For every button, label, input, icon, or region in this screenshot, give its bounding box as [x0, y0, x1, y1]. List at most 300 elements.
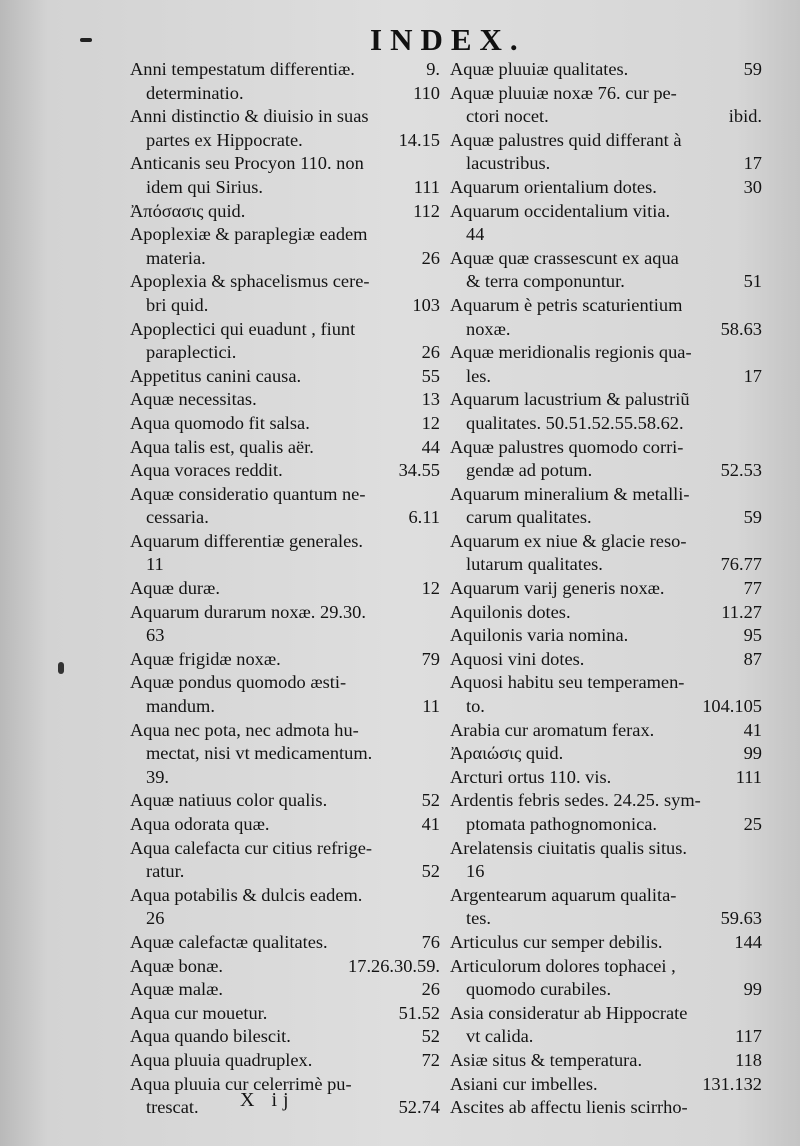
- index-line: [450, 955, 762, 979]
- index-line: [450, 506, 762, 530]
- index-entry: [450, 671, 762, 718]
- page-reference: [754, 129, 762, 153]
- entry-text: Aquarum ex niue & glacie reso-: [450, 530, 687, 551]
- entry-text: Aqua pluuia quadruplex.: [130, 1049, 313, 1070]
- page-reference: [754, 1096, 762, 1120]
- index-line: [450, 294, 762, 318]
- entry-text: cessaria.: [146, 507, 209, 528]
- entry-text: lutarum qualitates.: [466, 554, 603, 575]
- index-line: [130, 318, 440, 342]
- page-reference: 111: [413, 176, 440, 197]
- entry-text: Aquæ duræ.: [130, 578, 220, 599]
- entry-text: Arcturi ortus 110. vis.: [450, 766, 612, 787]
- index-entry: [450, 742, 762, 766]
- entry-text: Anni tempestatum differentiæ.: [130, 59, 355, 79]
- page-reference: 52: [421, 790, 440, 811]
- entry-text: Aquæ calefactæ qualitates.: [130, 931, 328, 952]
- page-reference: [754, 884, 762, 908]
- page-reference: 59.63: [720, 908, 762, 929]
- index-entry: [130, 365, 440, 389]
- entry-text: partes ex Hippocrate.: [146, 129, 303, 150]
- page-title: INDEX.: [370, 22, 526, 57]
- index-entry: [130, 813, 440, 837]
- entry-text: determinatio.: [146, 82, 244, 103]
- page-reference: 14.15: [398, 129, 440, 150]
- index-entry: [450, 483, 762, 530]
- entry-text: Aqua nec pota, nec admota hu-: [130, 719, 359, 740]
- page-reference: 87: [743, 648, 762, 669]
- entry-text: Aquæ palustres quid differant à: [450, 129, 682, 150]
- index-line: [130, 388, 440, 412]
- index-entry: [450, 837, 762, 884]
- index-line: [450, 436, 762, 460]
- index-line: [450, 577, 762, 601]
- index-column-left: [130, 58, 440, 1120]
- page-reference: 30: [743, 176, 762, 197]
- index-entry: [450, 1096, 762, 1120]
- entry-text: Aquarum orientalium dotes.: [450, 176, 657, 197]
- entry-text: 63: [146, 625, 165, 646]
- index-line: [130, 742, 440, 766]
- entry-text: Aquilonis varia nomina.: [450, 625, 629, 646]
- index-entry: [130, 318, 440, 365]
- entry-text: Ἀπόσασις quid.: [130, 200, 246, 221]
- entry-text: idem qui Sirius.: [146, 176, 263, 197]
- index-line: [450, 530, 762, 554]
- index-line: [130, 176, 440, 200]
- entry-text: Aqua potabilis & dulcis eadem.: [130, 884, 363, 905]
- index-line: [450, 105, 762, 129]
- ink-mark: [80, 38, 92, 42]
- index-line: [450, 200, 762, 224]
- entry-text: Aqua talis est, qualis aër.: [130, 436, 314, 457]
- index-line: [130, 601, 440, 625]
- index-entry: [130, 789, 440, 813]
- entry-text: Argentearum aquarum qualita-: [450, 884, 677, 905]
- entry-text: Anticanis seu Procyon 110. non: [130, 153, 364, 174]
- index-entry: [450, 58, 762, 82]
- entry-text: Aquæ palustres quomodo corri-: [450, 436, 684, 457]
- page-reference: [432, 719, 440, 743]
- index-entry: [130, 483, 440, 530]
- entry-text: Ἀραιώσις quid.: [450, 743, 564, 764]
- index-line: [130, 813, 440, 837]
- page-reference: 103: [412, 294, 440, 315]
- index-line: [450, 341, 762, 365]
- page-reference: 59: [743, 507, 762, 528]
- page-reference: 99: [743, 743, 762, 764]
- page-reference: [754, 789, 762, 813]
- index-line: [450, 82, 762, 106]
- page-reference: 52: [421, 1026, 440, 1047]
- index-line: [130, 58, 440, 82]
- index-line: [450, 884, 762, 908]
- page-reference: [754, 82, 762, 106]
- entry-text: Aqua voraces reddit.: [130, 460, 283, 481]
- page-reference: 11.27: [721, 601, 762, 622]
- entry-text: Anni distinctio & diuisio in suas: [130, 106, 369, 127]
- index-line: [450, 459, 762, 483]
- index-line: [450, 766, 762, 790]
- entry-text: Articulus cur semper debilis.: [450, 931, 663, 952]
- index-entry: [130, 530, 440, 577]
- index-line: [130, 506, 440, 530]
- entry-text: Appetitus canini causa.: [130, 365, 302, 386]
- page-reference: [754, 200, 762, 224]
- page-reference: 41: [421, 814, 440, 834]
- index-line: [130, 341, 440, 365]
- index-line: [130, 436, 440, 460]
- page-reference: [754, 483, 762, 507]
- index-line: [130, 152, 440, 176]
- index-line: [130, 82, 440, 106]
- page-reference: 51.52: [398, 1002, 440, 1023]
- page-reference: 118: [735, 1049, 762, 1070]
- page-reference: [432, 223, 440, 247]
- index-entry: [450, 1002, 762, 1049]
- entry-text: to.: [466, 696, 485, 717]
- page-reference: [432, 907, 440, 931]
- entry-text: Ascites ab affectu lienis scirrho-: [450, 1097, 688, 1118]
- entry-text: Arelatensis ciuitatis qualis situs.: [450, 837, 688, 858]
- signature-mark: X ij: [240, 1089, 295, 1111]
- entry-text: & terra componuntur.: [466, 271, 625, 292]
- entry-text: 11: [146, 554, 164, 575]
- index-line: [450, 1049, 762, 1073]
- entry-text: carum qualitates.: [466, 507, 592, 528]
- page-reference: 25: [743, 814, 762, 834]
- entry-text: Aquæ pondus quomodo æsti-: [130, 672, 347, 693]
- index-entry: [130, 200, 440, 224]
- index-line: [130, 766, 440, 790]
- entry-text: Aquosi vini dotes.: [450, 648, 585, 669]
- index-line: [450, 270, 762, 294]
- page-reference: [754, 436, 762, 460]
- page-reference: [754, 388, 762, 412]
- page-reference: 72: [421, 1049, 440, 1070]
- page-reference: 77: [743, 578, 762, 599]
- page-reference: 76: [421, 931, 440, 952]
- index-entry: [130, 978, 440, 1002]
- entry-text: Asiani cur imbelles.: [450, 1073, 598, 1094]
- index-line: [130, 884, 440, 908]
- entry-text: Aquæ bonæ.: [130, 955, 223, 976]
- index-line: [130, 719, 440, 743]
- index-line: [130, 955, 440, 979]
- index-line: [450, 58, 762, 82]
- page-reference: 17.26.30.59.: [348, 955, 440, 976]
- entry-text: Asiæ situs & temperatura.: [450, 1049, 643, 1070]
- index-entry: [450, 436, 762, 483]
- page-reference: [754, 247, 762, 271]
- index-column-right: [450, 58, 762, 1120]
- index-entry: [450, 129, 762, 176]
- index-line: [450, 860, 762, 884]
- page-reference: 52.53: [720, 460, 762, 481]
- index-line: [450, 176, 762, 200]
- index-entry: [450, 200, 762, 247]
- page-reference: [432, 1073, 440, 1097]
- entry-text: Aquarum mineralium & metalli-: [450, 483, 690, 504]
- index-line: [130, 459, 440, 483]
- index-line: [130, 624, 440, 648]
- entry-text: noxæ.: [466, 318, 511, 339]
- entry-text: Aqua quando bilescit.: [130, 1026, 291, 1047]
- entry-text: qualitates. 50.51.52.55.58.62.: [466, 412, 684, 433]
- index-line: [450, 247, 762, 271]
- page-reference: 26: [421, 342, 440, 363]
- index-entry: [450, 789, 762, 836]
- page-reference: 104.105: [702, 696, 762, 717]
- page-reference: [432, 742, 440, 766]
- index-line: [450, 648, 762, 672]
- page-reference: [432, 601, 440, 625]
- index-line: [130, 105, 440, 129]
- index-entry: [130, 270, 440, 317]
- page-reference: 9.: [426, 59, 440, 79]
- index-entry: [450, 294, 762, 341]
- page-reference: 59: [743, 59, 762, 79]
- index-line: [130, 1002, 440, 1026]
- page-reference: 144: [734, 931, 762, 952]
- entry-text: Aquosi habitu seu temperamen-: [450, 672, 685, 693]
- page-reference: 117: [735, 1026, 762, 1047]
- index-entry: [450, 648, 762, 672]
- index-entry: [130, 436, 440, 460]
- index-entry: [450, 719, 762, 743]
- entry-text: materia.: [146, 247, 206, 268]
- entry-text: Asia consideratur ab Hippocrate: [450, 1002, 688, 1023]
- page-reference: 99: [743, 979, 762, 1000]
- page-reference: 12: [421, 412, 440, 433]
- entry-text: Apoplexia & sphacelismus cere-: [130, 271, 370, 292]
- index-line: [450, 601, 762, 625]
- index-entry: [450, 1073, 762, 1097]
- index-line: [450, 152, 762, 176]
- index-entry: [130, 648, 440, 672]
- index-line: [130, 223, 440, 247]
- page-reference: [754, 223, 762, 247]
- page-reference: 55: [421, 365, 440, 386]
- index-entry: [130, 412, 440, 436]
- entry-text: ratur.: [146, 861, 185, 882]
- page-reference: 52: [421, 861, 440, 882]
- index-line: [130, 270, 440, 294]
- index-entry: [450, 388, 762, 435]
- page-reference: 112: [413, 200, 440, 221]
- entry-text: vt calida.: [466, 1026, 534, 1047]
- index-line: [450, 223, 762, 247]
- page-reference: 44: [421, 436, 440, 457]
- index-line: [130, 648, 440, 672]
- entry-text: gendæ ad potum.: [466, 460, 593, 481]
- index-line: [450, 837, 762, 861]
- index-entry: [450, 247, 762, 294]
- entry-text: Aquæ necessitas.: [130, 389, 257, 410]
- index-line: [130, 483, 440, 507]
- index-line: [130, 1025, 440, 1049]
- index-line: [450, 388, 762, 412]
- index-line: [130, 695, 440, 719]
- entry-text: bri quid.: [146, 294, 209, 315]
- page-reference: ibid.: [728, 106, 762, 127]
- index-line: [130, 129, 440, 153]
- index-entry: [130, 884, 440, 931]
- page-reference: [432, 671, 440, 695]
- entry-text: Aquarum è petris scaturientium: [450, 294, 683, 315]
- page-reference: [754, 412, 762, 436]
- index-entry: [450, 577, 762, 601]
- entry-text: Aquæ consideratio quantum ne-: [130, 483, 366, 504]
- index-line: [450, 1025, 762, 1049]
- entry-text: ptomata pathognomonica.: [466, 814, 658, 834]
- index-line: [450, 365, 762, 389]
- entry-text: Aquæ meridionalis regionis qua-: [450, 342, 692, 363]
- page-reference: 111: [735, 766, 762, 787]
- index-line: [130, 200, 440, 224]
- index-entry: [450, 766, 762, 790]
- entry-text: Aquæ malæ.: [130, 979, 223, 1000]
- index-entry: [450, 1049, 762, 1073]
- index-line: [450, 813, 762, 837]
- entry-text: Aqua pluuia cur celerrimè pu-: [130, 1073, 352, 1094]
- index-entry: [130, 152, 440, 199]
- index-line: [130, 978, 440, 1002]
- page-reference: [432, 553, 440, 577]
- index-line: [130, 907, 440, 931]
- index-line: [450, 1002, 762, 1026]
- page-reference: [432, 105, 440, 129]
- page-reference: 12: [421, 578, 440, 599]
- entry-text: Aquarum differentiæ generales.: [130, 530, 364, 551]
- index-line: [450, 1096, 762, 1120]
- index-entry: [130, 105, 440, 152]
- page-reference: [432, 318, 440, 342]
- index-line: [450, 483, 762, 507]
- entry-text: Articulorum dolores tophacei ,: [450, 955, 676, 976]
- entry-text: Ardentis febris sedes. 24.25. sym-: [450, 790, 701, 811]
- index-entry: [450, 530, 762, 577]
- page-reference: [432, 483, 440, 507]
- page-reference: 34.55: [398, 460, 440, 481]
- page-reference: 26: [421, 979, 440, 1000]
- page-reference: 13: [421, 389, 440, 410]
- entry-text: 44: [466, 224, 485, 245]
- index-entry: [450, 624, 762, 648]
- entry-text: Aquæ pluuiæ qualitates.: [450, 59, 629, 79]
- page-reference: [432, 270, 440, 294]
- index-line: [450, 412, 762, 436]
- entry-text: Apoplectici qui euadunt , fiunt: [130, 318, 356, 339]
- index-line: [130, 553, 440, 577]
- entry-text: Apoplexiæ & paraplegiæ eadem: [130, 224, 368, 245]
- entry-text: ctori nocet.: [466, 106, 549, 127]
- page-reference: [432, 766, 440, 790]
- page-reference: 41: [743, 719, 762, 740]
- ink-spot: [58, 662, 64, 674]
- entry-text: quomodo curabiles.: [466, 979, 612, 1000]
- index-line: [130, 412, 440, 436]
- page-reference: 110: [413, 82, 440, 103]
- index-line: [130, 789, 440, 813]
- index-entry: [130, 577, 440, 601]
- index-entry: [130, 719, 440, 790]
- index-entry: [130, 459, 440, 483]
- index-line: [130, 577, 440, 601]
- page-reference: [754, 860, 762, 884]
- index-line: [450, 719, 762, 743]
- index-line: [450, 1073, 762, 1097]
- entry-text: Aquarum occidentalium vitia.: [450, 200, 671, 221]
- entry-text: Aquæ quæ crassescunt ex aqua: [450, 247, 679, 268]
- page-reference: 6.11: [408, 507, 440, 528]
- index-entry: [450, 82, 762, 129]
- index-entry: [130, 931, 440, 955]
- page-reference: 58.63: [720, 318, 762, 339]
- entry-text: mectat, nisi vt medicamentum.: [146, 743, 373, 764]
- index-entry: [130, 1049, 440, 1073]
- index-entry: [450, 341, 762, 388]
- entry-text: Aquarum varij generis noxæ.: [450, 578, 665, 599]
- index-entry: [130, 223, 440, 270]
- entry-text: Aqua quomodo fit salsa.: [130, 412, 310, 433]
- page-reference: [432, 152, 440, 176]
- page-reference: 11: [422, 696, 440, 717]
- index-line: [130, 671, 440, 695]
- entry-text: paraplectici.: [146, 342, 237, 363]
- page-reference: [754, 1002, 762, 1026]
- index-line: [130, 860, 440, 884]
- entry-text: Aquilonis dotes.: [450, 601, 571, 622]
- index-line: [450, 695, 762, 719]
- index-line: [130, 1049, 440, 1073]
- index-line: [450, 553, 762, 577]
- page-reference: [754, 671, 762, 695]
- index-entry: [450, 955, 762, 1002]
- page-reference: 79: [421, 648, 440, 669]
- index-entry: [130, 58, 440, 105]
- entry-text: 39.: [146, 766, 169, 787]
- page-reference: [432, 530, 440, 554]
- page-reference: [432, 837, 440, 861]
- index-entry: [450, 931, 762, 955]
- index-line: [450, 624, 762, 648]
- page-reference: 17: [743, 365, 762, 386]
- index-line: [130, 247, 440, 271]
- index-entry: [130, 837, 440, 884]
- index-line: [450, 978, 762, 1002]
- entry-text: Aqua odorata quæ.: [130, 814, 270, 834]
- entry-text: Aqua calefacta cur citius refrige-: [130, 837, 372, 858]
- page-reference: 76.77: [720, 554, 762, 575]
- index-line: [450, 671, 762, 695]
- index-entry: [130, 1002, 440, 1026]
- page-reference: 95: [743, 625, 762, 646]
- page-reference: 52.74: [398, 1097, 440, 1118]
- page-reference: 131.132: [702, 1073, 762, 1094]
- entry-text: Aquæ natiuus color qualis.: [130, 790, 328, 811]
- index-line: [450, 742, 762, 766]
- index-entry: [450, 601, 762, 625]
- entry-text: Aquæ frigidæ noxæ.: [130, 648, 281, 669]
- page-reference: [754, 341, 762, 365]
- page-reference: [754, 837, 762, 861]
- page-reference: [754, 294, 762, 318]
- page-reference: 26: [421, 247, 440, 268]
- entry-text: les.: [466, 365, 492, 386]
- index-entry: [450, 884, 762, 931]
- page-reference: [754, 955, 762, 979]
